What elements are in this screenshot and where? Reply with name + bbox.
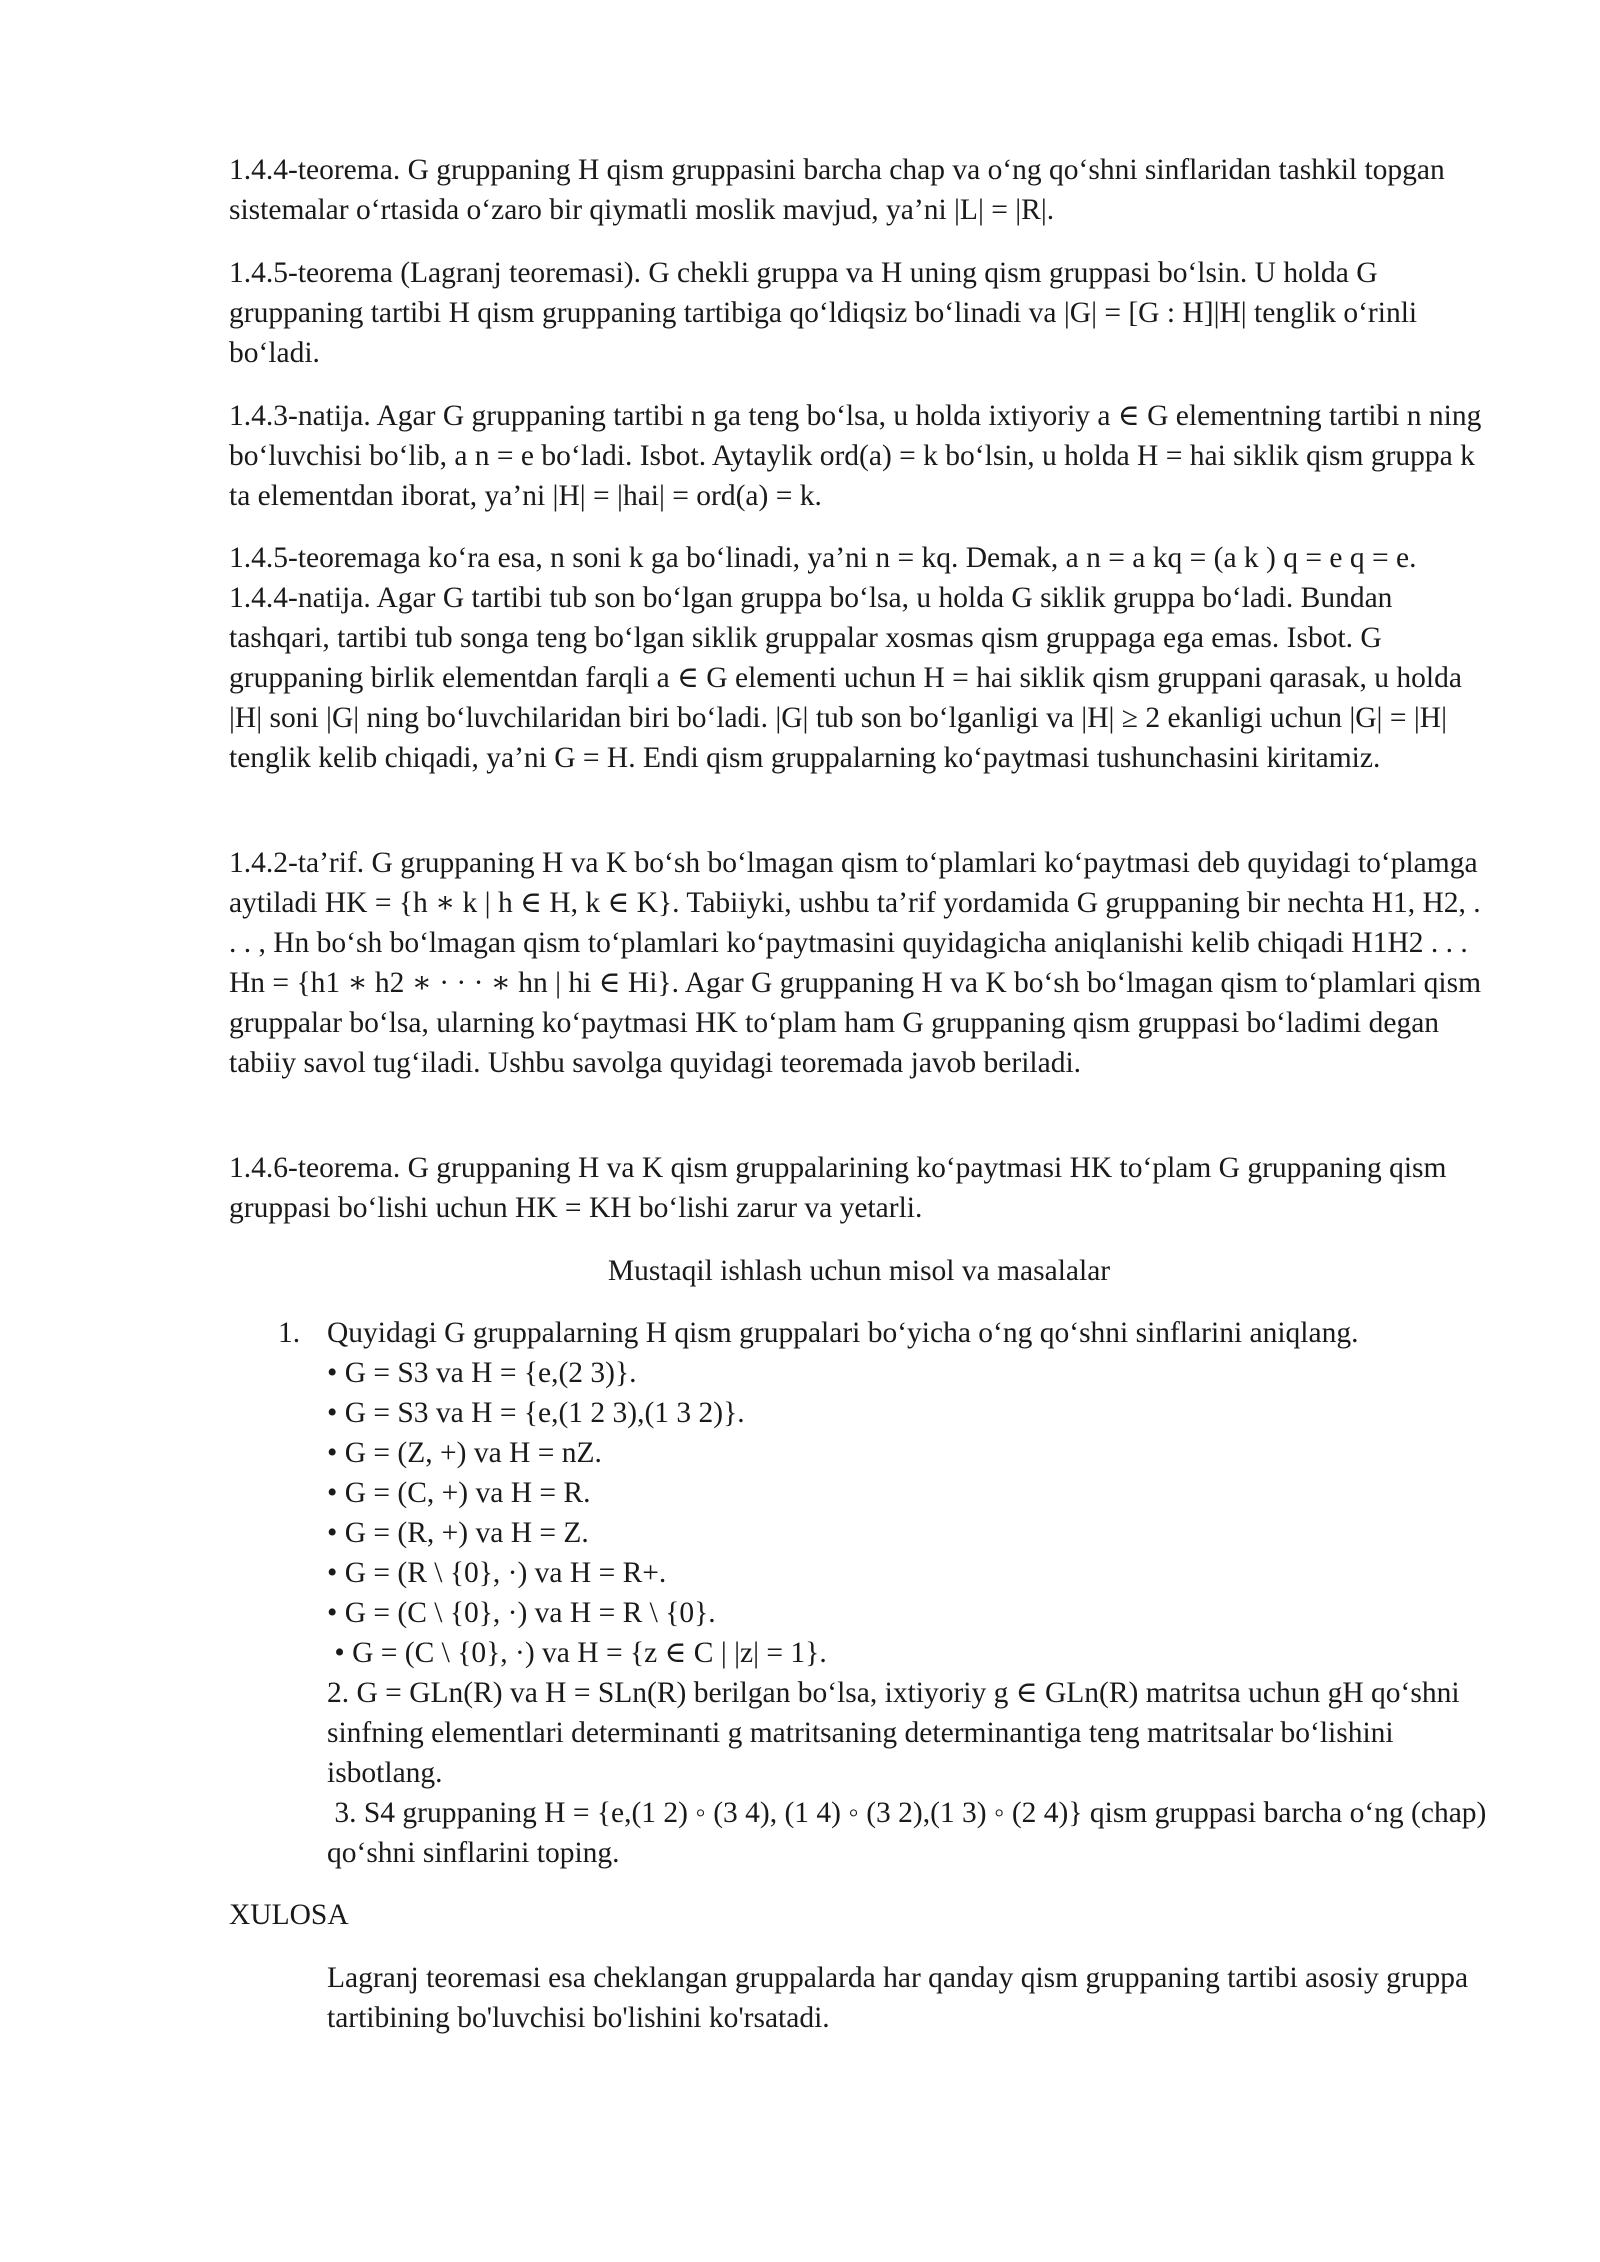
exercise-1-item: • G = (C, +) va H = R. <box>327 1477 591 1509</box>
exercise-1-item: • G = (C \ {0}, ·) va H = R \ {0}. <box>327 1597 716 1629</box>
exercise-1-item: • G = S3 va H = {e,(2 3)}. <box>327 1357 637 1389</box>
exercise-1-item: • G = (C \ {0}, ·) va H = {z ∈ C | |z| = 1}. <box>327 1637 827 1669</box>
exercise-1-item: • G = S3 va H = {e,(1 2 3),(1 3 2)}. <box>327 1397 745 1429</box>
corollary-1-4-4-proof: 1.4.5-teoremaga ko‘ra esa, n soni k ga bo‘linadi, ya’ni n = kq. Demak, a n = a kq = (a k ) q = e q = e. 1.4.4-natija. Agar G tartibi tub son bo‘lgan gruppa bo‘lsa, u holda G siklik gruppa bo‘ladi. Bundan tashqari, tartibi tub songa teng bo‘lgan siklik gruppalar xosmas qism gruppaga ega emas. Isbot. G gruppaning birlik elementdan farqli a ∈ G elementi uchun H = hai siklik qism gruppani qarasak, u holda |H| soni |G| ning bo‘luvchilaridan biri bo‘ladi. |G| tub son bo‘lganligi va |H| ≥ 2 ekanligi uchun |G| = |H| tenglik kelib chiqadi, ya’ni G = H. Endi qism gruppalarning ko‘paytmasi tushunchasini kiritamiz. <box>229 542 1462 774</box>
corollary-1-4-3: 1.4.3-natija. Agar G gruppaning tartibi n ga teng bo‘lsa, u holda ixtiyoriy a ∈ G elementning tartibi n ning bo‘luvchisi bo‘lib, a n = e bo‘ladi. Isbot. Aytaylik ord(a) = k bo‘lsin, u holda H = hai siklik qism gruppa k ta elementdan iborat, ya’ni |H| = |hai| = ord(a) = k. <box>229 400 1482 512</box>
exercise-2: 2. G = GLn(R) va H = SLn(R) berilgan bo‘lsa, ixtiyoriy g ∈ GLn(R) matritsa uchun gH qo‘shni sinfning elementlari determinanti g matritsaning determinantiga teng matritsalar bo‘lishini isbotlang. <box>327 1677 1460 1789</box>
exercise-3: 3. S4 gruppaning H = {e,(1 2) ◦ (3 4), (1 4) ◦ (3 2),(1 3) ◦ (2 4)} qism gruppasi barcha o‘ng (chap) qo‘shni sinflarini toping. <box>327 1797 1494 1869</box>
exercise-1-item: • G = (R \ {0}, ·) va H = R+. <box>327 1557 667 1589</box>
exercise-1-number: 1. <box>278 1317 301 1349</box>
conclusion-text: Lagranj teoremasi esa cheklangan gruppalarda har qanday qism gruppaning tartibi asosiy gruppa tartibining bo'luvchisi bo'lishini ko'rsatadi. <box>327 1962 1469 2034</box>
theorem-1-4-6: 1.4.6-teorema. G gruppaning H va K qism gruppalarining ko‘paytmasi HK to‘plam G gruppaning qism gruppasi bo‘lishi uchun HK = KH bo‘lishi zarur va yetarli. <box>229 1152 1447 1224</box>
conclusion-title: XULOSA <box>229 1899 349 1931</box>
section-title: Mustaqil ishlash uchun misol va masalalar <box>607 1255 1111 1287</box>
exercise-1-text: Quyidagi G gruppalarning H qism gruppalari bo‘yicha o‘ng qo‘shni sinflarini aniqlang. <box>327 1317 1359 1349</box>
theorem-1-4-4: 1.4.4-teorema. G gruppaning H qism gruppasini barcha chap va o‘ng qo‘shni sinflaridan tashkil topgan sistemalar o‘rtasida o‘zaro bir qiymatli moslik mavjud, ya’ni |L| = |R|. <box>229 154 1445 226</box>
exercise-1-item: • G = (Z, +) va H = nZ. <box>327 1437 602 1469</box>
definition-1-4-2: 1.4.2-ta’rif. G gruppaning H va K bo‘sh bo‘lmagan qism to‘plamlari ko‘paytmasi deb quyidagi to‘plamga aytiladi HK = {h ∗ k | h ∈ H, k ∈ K}. Tabiiyki, ushbu ta’rif yordamida G gruppaning bir nechta H1, H2, . . . , Hn bo‘sh bo‘lmagan qism to‘plamlari ko‘paytmasini quyidagicha aniqlanishi kelib chiqadi H1H2 . . . Hn = {h1 ∗ h2 ∗ · · · ∗ hn | hi ∈ Hi}. Agar G gruppaning H va K bo‘sh bo‘lmagan qism to‘plamlari qism gruppalar bo‘lsa, ularning ko‘paytmasi HK to‘plam ham G gruppaning qism gruppasi bo‘ladimi degan tabiiy savol tug‘iladi. Ushbu savolga quyidagi teoremada javob beriladi. <box>229 847 1482 1079</box>
theorem-1-4-5-lagrange: 1.4.5-teorema (Lagranj teoremasi). G chekli gruppa va H uning qism gruppasi bo‘lsin. U holda G gruppaning tartibi H qism gruppaning tartibiga qo‘ldiqsiz bo‘linadi va |G| = [G : H]|H| tenglik o‘rinli bo‘ladi. <box>229 257 1418 369</box>
exercise-1-item: • G = (R, +) va H = Z. <box>327 1517 589 1549</box>
